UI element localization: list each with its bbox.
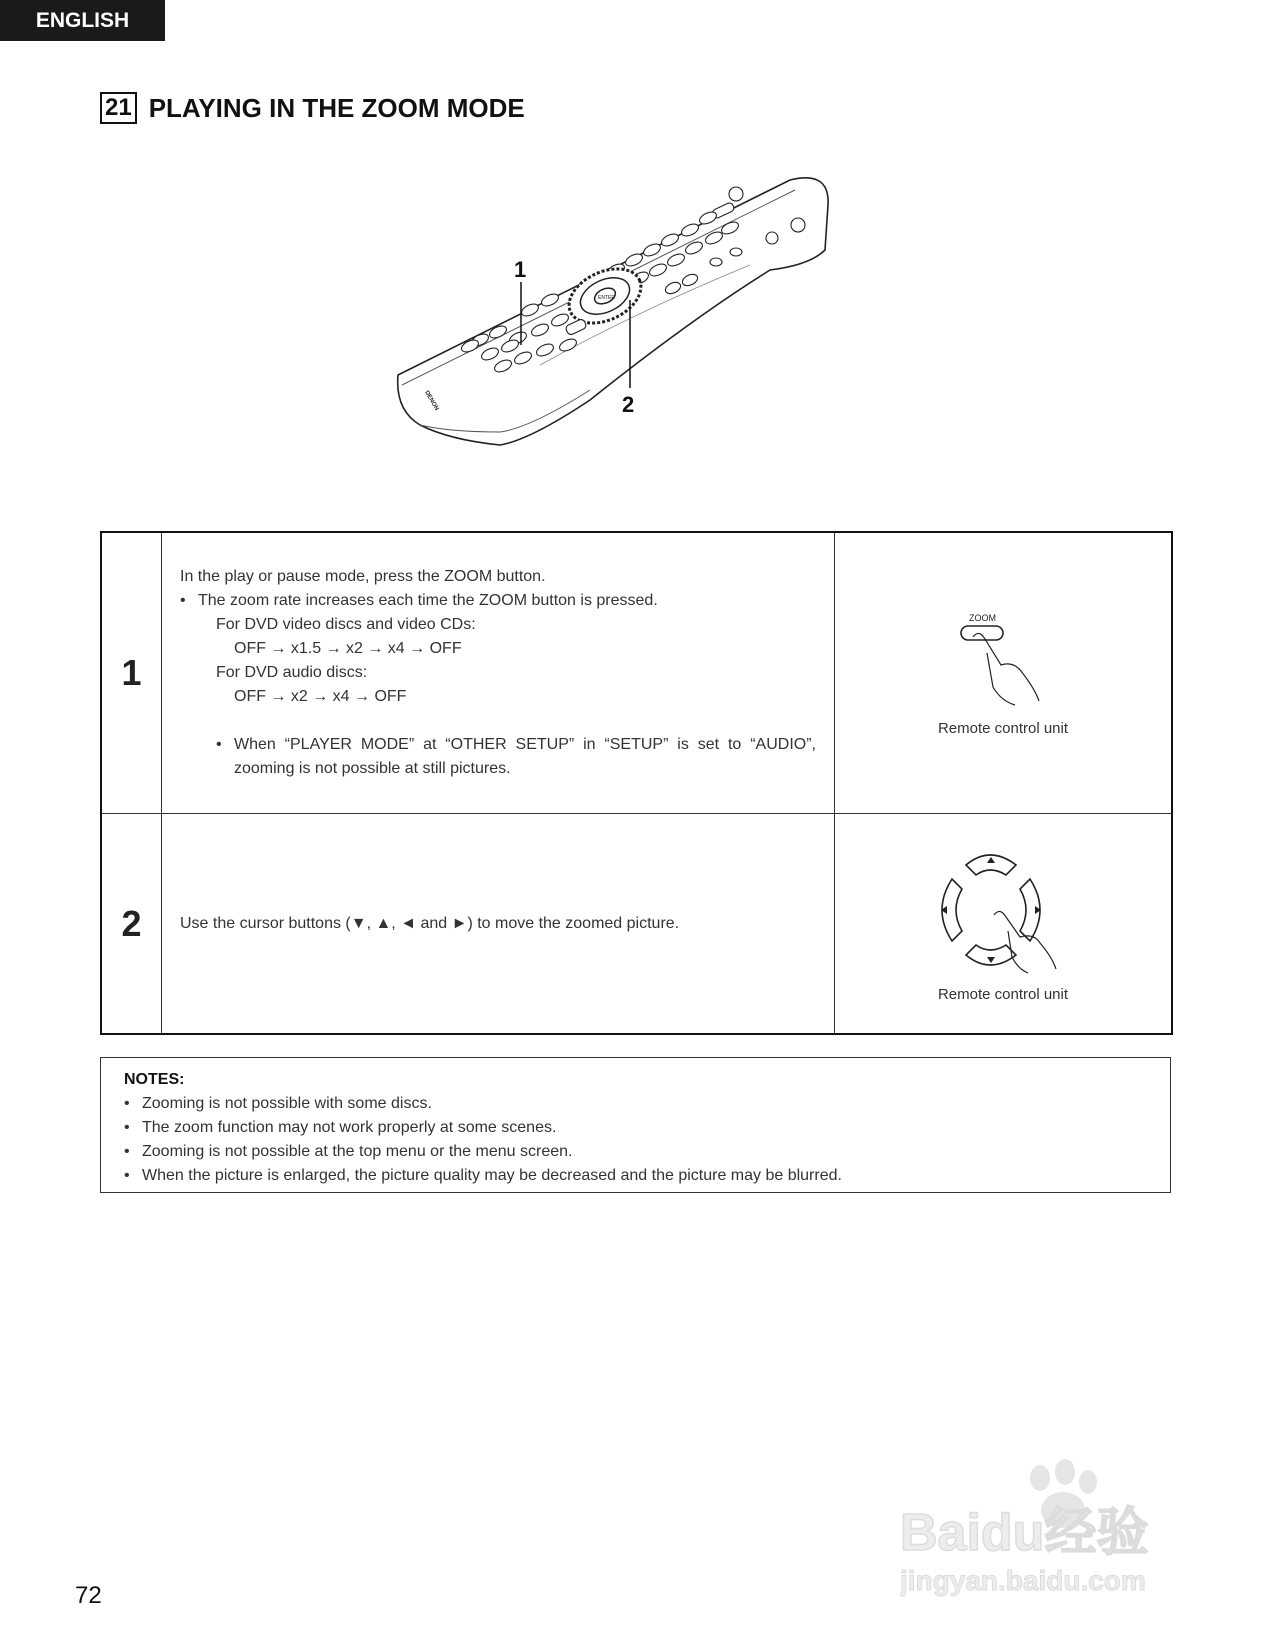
step-intro: In the play or pause mode, press the ZOOM button. <box>180 568 546 585</box>
remote-control-illustration <box>390 170 890 490</box>
note-item: • When the picture is enlarged, the picture quality may be decreased and the picture may be blurred. <box>124 1167 842 1184</box>
step-number: 2 <box>101 814 162 1035</box>
section-heading <box>100 92 525 124</box>
dvd-audio-label: For DVD audio discs: <box>216 664 368 681</box>
enter-label: ENTER <box>598 295 615 301</box>
step-instructions <box>162 532 835 814</box>
language-tab: ENGLISH <box>0 0 165 41</box>
watermark-brand: Baidu经验 <box>900 1504 1149 1562</box>
figure-caption: Remote control unit <box>937 720 1069 737</box>
step-row <box>101 532 1172 814</box>
zoom-button-press-illustration <box>943 609 1063 709</box>
zoom-button <box>961 626 1003 640</box>
bullet-item: • The zoom rate increases each time the ZOOM button is pressed. <box>180 592 658 609</box>
dvd-video-sequence: OFF → x1.5 → x2 → x4 → OFF <box>234 640 462 657</box>
section-title: PLAYING IN THE ZOOM MODE <box>148 92 525 123</box>
notes-box <box>100 1057 1171 1193</box>
step-row <box>101 814 1172 1035</box>
cursor-buttons-illustration <box>928 845 1078 975</box>
note-item: • The zoom function may not work properly at some scenes. <box>124 1119 557 1136</box>
step-figure <box>835 814 1173 1035</box>
zoom-button-label: ZOOM <box>969 613 996 623</box>
step-figure <box>835 532 1173 814</box>
callout-1: 1 <box>514 257 527 282</box>
dvd-video-label: For DVD video discs and video CDs: <box>216 616 476 633</box>
step-number: 1 <box>101 532 162 814</box>
page-number: 72 <box>75 1582 102 1609</box>
hand-icon <box>973 633 1039 705</box>
note-item: • Zooming is not possible at the top menu or the menu screen. <box>124 1143 573 1160</box>
remote-brand-logo: DENON <box>423 390 440 412</box>
figure-caption: Remote control unit <box>937 985 1069 1003</box>
steps-table <box>100 531 1173 1035</box>
bullet-item: • When “PLAYER MODE” at “OTHER SETUP” in “SETUP” is set to “AUDIO”, zooming is not possible at still pictures. <box>216 736 816 777</box>
notes-title: NOTES: <box>124 1071 185 1088</box>
dvd-audio-sequence: OFF → x2 → x4 → OFF <box>234 688 407 705</box>
note-item: • Zooming is not possible with some discs. <box>124 1095 432 1112</box>
baidu-watermark <box>900 1450 1200 1600</box>
step-instructions: Use the cursor buttons (▼, ▲, ◄ and ►) to move the zoomed picture. <box>162 814 835 1035</box>
watermark-url: jingyan.baidu.com <box>900 1565 1146 1596</box>
callout-2: 2 <box>622 392 635 417</box>
section-number: 21 <box>100 92 137 124</box>
